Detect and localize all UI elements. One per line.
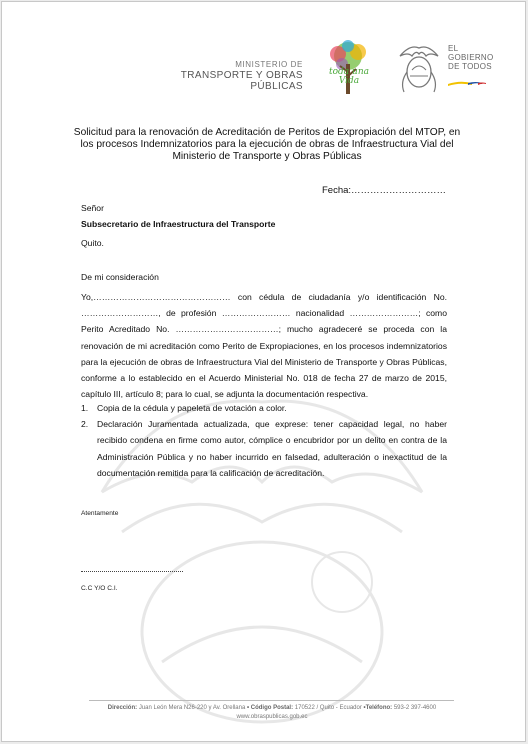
closing: Atentamente xyxy=(81,510,119,517)
list-item-number: 2. xyxy=(81,419,89,430)
ministry-line-1: MINISTERIO DE xyxy=(235,60,303,69)
document-page xyxy=(1,1,526,742)
footer xyxy=(72,704,472,722)
greeting: De mi consideración xyxy=(81,272,159,282)
ecuador-flag-swoosh-icon xyxy=(448,80,486,86)
ministry-line-2: TRANSPORTE Y OBRAS PÚBLICAS xyxy=(180,70,303,92)
title-line-3: Ministerio de Transporte y Obras Públicas xyxy=(172,151,362,162)
footer-address: Juan León Mera N26-220 y Av. Orellana xyxy=(138,705,246,711)
footer-website: www.obraspublicas.gob.ec xyxy=(236,714,308,720)
toda-una-vida-logo-text xyxy=(324,68,374,86)
gobierno-line-3: DE TODOS xyxy=(448,62,492,71)
gobierno-line-1: EL xyxy=(448,44,459,53)
vida-text-1: toda una xyxy=(329,67,369,77)
footer-phone-label: •Teléfono: xyxy=(363,705,393,711)
footer-address-label: Dirección: xyxy=(107,705,138,711)
list-item xyxy=(81,416,447,481)
footer-divider xyxy=(89,700,454,701)
list-item xyxy=(81,400,447,416)
list-item-text: Copia de la cédula y papeleta de votación a color. xyxy=(97,403,287,413)
list-item-text: Declaración Juramentada actualizada, que exprese: tener capacidad legal, no haber recibido condena en firme como autor, cómplice o encubridor por un delito en contra de la Administración Pública y no haber incurrido en falsedad, adulteración o inexactitud de la documentación remitida para la calificación de acreditación. xyxy=(97,419,447,478)
vida-text-2: Vida xyxy=(338,76,360,86)
signature-label: C.C Y/O C.I. xyxy=(81,585,118,592)
title-line-2: los procesos Indemnizatorios para la ejecución de obras de Infraestructura Vial del xyxy=(80,139,454,150)
list-item-number: 1. xyxy=(81,403,89,413)
document-title xyxy=(62,127,472,163)
gobierno-de-todos-logo xyxy=(448,44,494,71)
gobierno-line-2: GOBIERNO xyxy=(448,53,494,62)
ministry-logo xyxy=(141,60,303,92)
recipient-position: Subsecretario de Infraestructura del Transporte xyxy=(81,219,276,229)
signature-line xyxy=(81,571,183,572)
date-field: Fecha:………………………… xyxy=(322,185,447,196)
title-line-1: Solicitud para la renovación de Acreditación de Peritos de Expropiación del MTOP, en xyxy=(73,127,461,138)
salutation: Señor xyxy=(81,203,104,213)
footer-phone: 593-2 397-4600 xyxy=(393,705,437,711)
recipient-city: Quito. xyxy=(81,238,104,248)
ecuador-coat-of-arms-icon xyxy=(396,42,442,96)
requirements-list xyxy=(81,400,447,481)
footer-postal-label: • Código Postal: xyxy=(247,705,294,711)
footer-postal: 170522 / Quito - Ecuador xyxy=(294,705,362,711)
request-paragraph: Yo,………………………………………… con cédula de ciudadanía y/o identificación No. ………………………, de profesión …………………… nacionalidad ……………………; como Perito Acreditado No. ………………………………; mucho agradeceré se proceda con la renovación de mi acreditación como Perito de Expropiaciones, en los procesos indemnizatorios para la ejecución de obras de Infraestructura Vial del Ministerio de Transporte y Obras Públicas, conforme a lo establecido en el Acuerdo Ministerial No. 018 de fecha 27 de marzo de 2015, capítulo III, artículo 8; para lo cual, se adjunta la documentación respectiva. xyxy=(81,292,447,400)
